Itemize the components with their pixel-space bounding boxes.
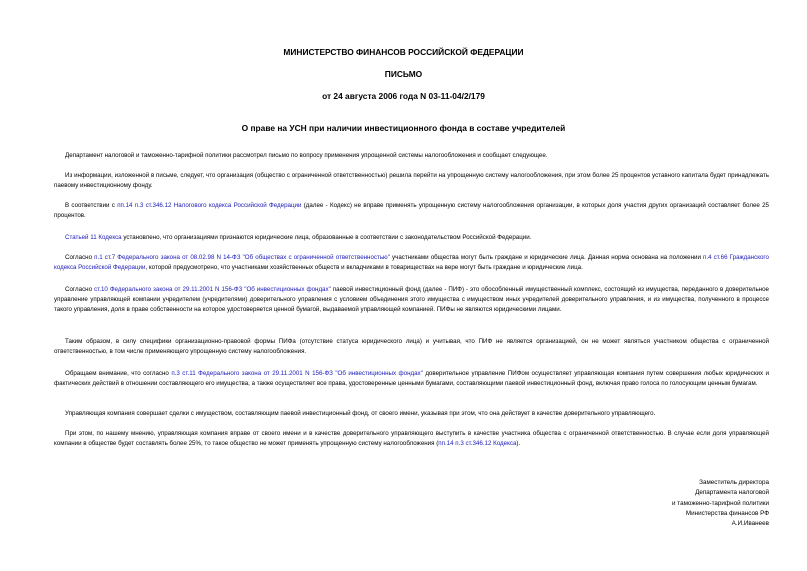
text: Согласно bbox=[65, 254, 95, 261]
link-law-156fz-10[interactable]: ст.10 Федерального закона от 29.11.2001 N 156-ФЗ "Об инвестиционных фондах" bbox=[94, 286, 331, 293]
text: участниками общества могут быть граждане и юридические лица. Данная норма основана на положении bbox=[389, 254, 704, 261]
paragraph-4 bbox=[54, 233, 769, 243]
paragraph-7: Таким образом, в силу специфики организационно-правовой формы ПИФа (отсутствие статуса юридического лица) и учитывая, что ПИФ не является организацией, он не может являться участником общества с ограниченной ответственностью, в том числе применяющего упрощенную систему налогообложения. bbox=[54, 338, 769, 356]
link-nk-346-12-short[interactable]: пп.14 п.3 ст.346.12 Кодекса bbox=[438, 440, 517, 448]
paragraph-5 bbox=[54, 253, 769, 273]
document-subject: О праве на УСН при наличии инвестиционного фонда в составе учредителей bbox=[241, 123, 566, 133]
text: (далее - Кодекс) не вправе применять упрощенную систему налогообложения организации, в которых доля участия других организаций составляет более 25 процентов. bbox=[54, 202, 769, 220]
document-type: ПИСЬМО bbox=[384, 69, 423, 79]
text: Обращаем внимание, что согласно bbox=[65, 370, 172, 377]
paragraph-3 bbox=[54, 201, 769, 221]
signature-line: и таможенно-тарифной политики bbox=[671, 499, 769, 507]
link-article-11[interactable]: Статьей 11 Кодекса bbox=[65, 234, 122, 241]
signature-line: Департамента налоговой bbox=[695, 489, 769, 497]
ministry-heading: МИНИСТЕРСТВО ФИНАНСОВ РОССИЙСКОЙ ФЕДЕРАЦИИ bbox=[283, 47, 524, 57]
text: , которой предусмотрено, что участниками хозяйственных обществ и вкладчиками в товариществах на вере могут быть граждане и юридические лица. bbox=[145, 264, 583, 272]
paragraph-2: Из информации, изложенной в письме, следует, что организация (общество с ограниченной ответственностью) решила перейти на упрощенную систему налогообложения, при этом более 25 процентов уставного капитала будет принадлежать паевому инвестиционному фонду. bbox=[54, 172, 769, 190]
text: установлено, что организациями признаются юридические лица, образованные в соответствии с законодательством Российской Федерации. bbox=[121, 234, 532, 241]
date-number: от 24 августа 2006 года N 03-11-04/2/179 bbox=[322, 91, 485, 101]
text: При этом, по нашему мнению, управляющая компания вправе от своего имени и в качестве доверительного управляющего выступить в качестве участника общества с ограниченной ответственностью. В случае если доля управляющей компании в обществе будет составлять более 25%, то такое общество не может применять упрощенную систему налогообложения ( bbox=[54, 430, 769, 448]
link-law-156fz-11[interactable]: п.3 ст.11 Федерального закона от 29.11.2001 N 156-ФЗ "Об инвестиционных фондах" bbox=[171, 370, 423, 377]
paragraph-9: Управляющая компания совершает сделки с имуществом, составляющим паевой инвестиционный фонд, от своего имени, указывая при этом, что она действует в качестве доверительного управляющего. bbox=[65, 410, 656, 417]
paragraph-1: Департамент налоговой и таможенно-тарифной политики рассмотрел письмо по вопросу применения упрощенной системы налогообложения и сообщает следующее. bbox=[65, 152, 548, 159]
text: ). bbox=[516, 440, 521, 448]
paragraph-8 bbox=[54, 369, 769, 389]
link-gk-66[interactable]: п.4 ст.66 Гражданского кодекса Российской Федерации bbox=[54, 254, 769, 272]
text: Согласно bbox=[65, 286, 95, 293]
paragraph-10 bbox=[54, 429, 769, 449]
signature-line: Заместитель директора bbox=[699, 479, 769, 486]
text: В соответствии с bbox=[65, 202, 118, 209]
link-nk-346-12[interactable]: пп.14 п.3 ст.346.12 Налогового кодекса Российской Федерации bbox=[117, 202, 302, 209]
text: паевой инвестиционный фонд (далее - ПИФ) - это обособленный имущественный комплекс, состоящий из имущества, переданного в доверительное управление управляющей компании учредителем (учредителями) доверительного управления с условием объединения этого имущества с имуществом иных учредителей доверительного управления, и из имущества, полученного в процессе такого управления, доля в праве собственности на которое удостоверяется ценной бумагой, выдаваемой управляющей компанией. ПИФы не являются юридическими лицами. bbox=[54, 286, 769, 314]
link-law-14fz[interactable]: п.1 ст.7 Федерального закона от 08.02.98 N 14-ФЗ "Об обществах с ограниченной ответственностью" bbox=[94, 254, 390, 261]
signature-block bbox=[672, 478, 769, 529]
signature-name: А.И.Иванеев bbox=[731, 520, 769, 528]
text: доверительное управление ПИФом осуществляет управляющая компания путем совершения любых юридических и фактических действий в отношении составляющего его имущества, а также осуществляет все права, удостоверенные ценными бумагами, составляющими паевой инвестиционный фонд, включая право голоса по голосующим ценным бумагам. bbox=[54, 370, 770, 388]
paragraph-6 bbox=[54, 285, 769, 316]
signature-line: Министерства финансов РФ bbox=[685, 509, 769, 517]
